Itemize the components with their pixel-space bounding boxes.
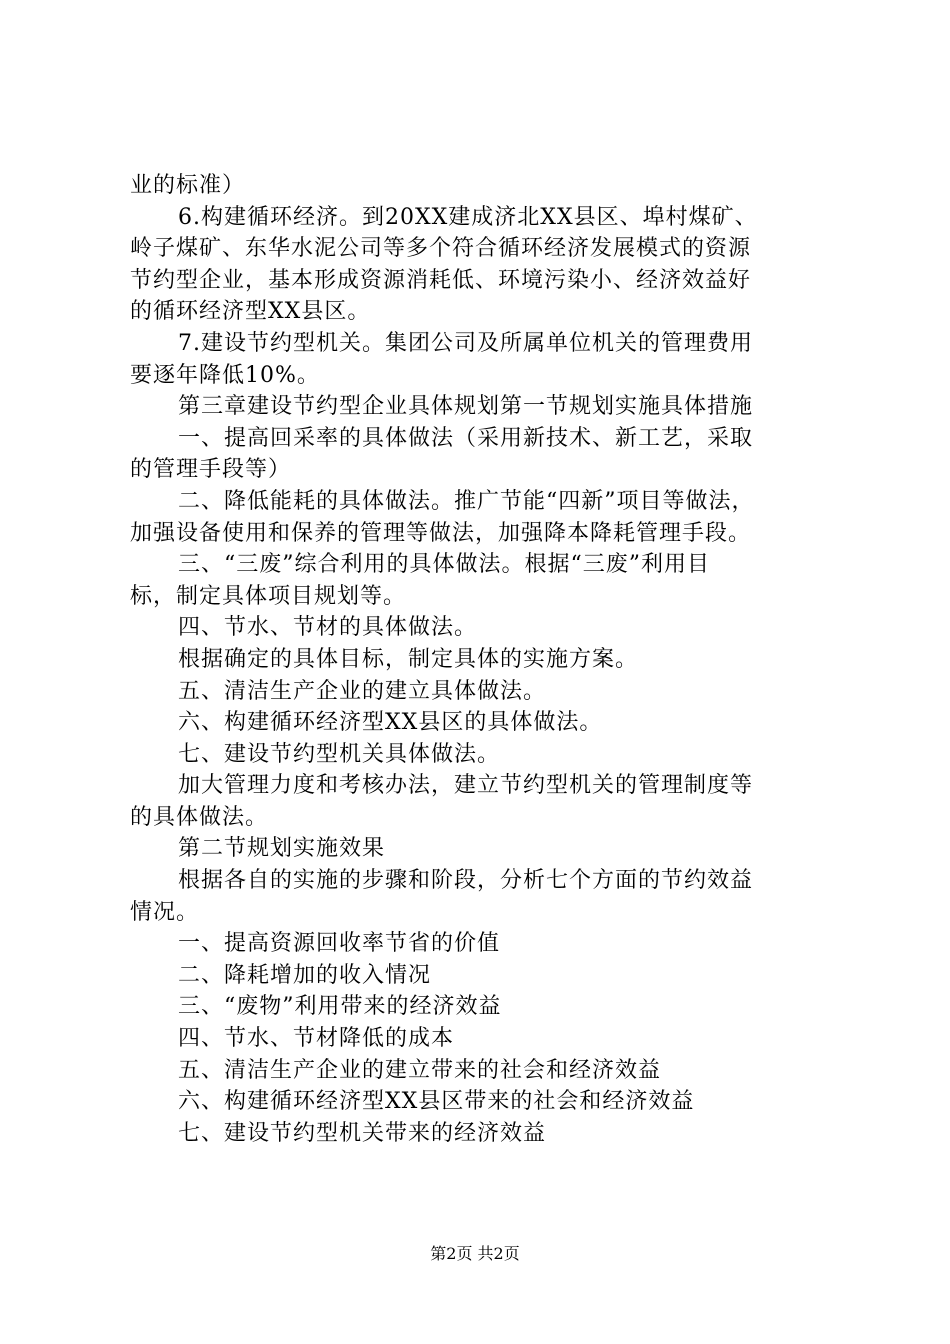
text-line: 六、构建循环经济型XX县区的具体做法。 [178,710,603,736]
text-line: 三、“三废”综合利用的具体做法。根据“三废”利用目 [178,552,710,578]
text-line: 二、降低能耗的具体做法。推广节能“四新”项目等做法， [178,488,755,514]
document-body [130,170,830,1149]
text-line: 加大管理力度和考核办法，建立节约型机关的管理制度等 [178,773,754,799]
text-line: 七、建设节约型机关带来的经济效益 [178,1120,547,1146]
text-line: 二、降耗增加的收入情况 [178,962,432,988]
text-line: 第二节规划实施效果 [178,836,386,862]
text-line: 6.构建循环经济。到20XX建成济北XX县区、埠村煤矿、 [178,204,758,230]
text-line: 岭子煤矿、东华水泥公司等多个符合循环经济发展模式的资源 [130,236,752,262]
text-line: 第三章建设节约型企业具体规划第一节规划实施具体措施 [178,394,754,420]
text-line: 三、“废物”利用带来的经济效益 [178,994,502,1020]
page-footer: 第2页 共2页 [430,1244,520,1263]
text-line: 根据各自的实施的步骤和阶段，分析七个方面的节约效益 [178,868,754,894]
text-line: 的管理手段等） [130,457,292,483]
text-line: 四、节水、节材降低的成本 [178,1026,455,1052]
text-line: 的循环经济型XX县区。 [130,299,371,325]
text-line: 7.建设节约型机关。集团公司及所属单位机关的管理费用 [178,330,753,356]
text-line: 加强设备使用和保养的管理等做法，加强降本降耗管理手段。 [130,520,752,546]
text-line: 一、提高回采率的具体做法（采用新技术、新工艺，采取 [178,425,754,451]
text-line: 六、构建循环经济型XX县区带来的社会和经济效益 [178,1089,695,1115]
text-line: 七、建设节约型机关具体做法。 [178,741,501,767]
text-line: 五、清洁生产企业的建立带来的社会和经济效益 [178,1057,662,1083]
text-line: 情况。 [130,899,200,925]
text-line: 要逐年降低10%。 [130,362,320,388]
text-line: 节约型企业，基本形成资源消耗低、环境污染小、经济效益好 [130,267,752,293]
text-line: 一、提高资源回收率节省的价值 [178,931,501,957]
text-line: 业的标准） [130,173,246,198]
text-line: 五、清洁生产企业的建立具体做法。 [178,678,547,704]
text-line: 四、节水、节材的具体做法。 [178,615,478,641]
text-line: 的具体做法。 [130,804,269,830]
text-line: 根据确定的具体目标，制定具体的实施方案。 [178,646,639,672]
text-line: 标，制定具体项目规划等。 [130,583,407,609]
